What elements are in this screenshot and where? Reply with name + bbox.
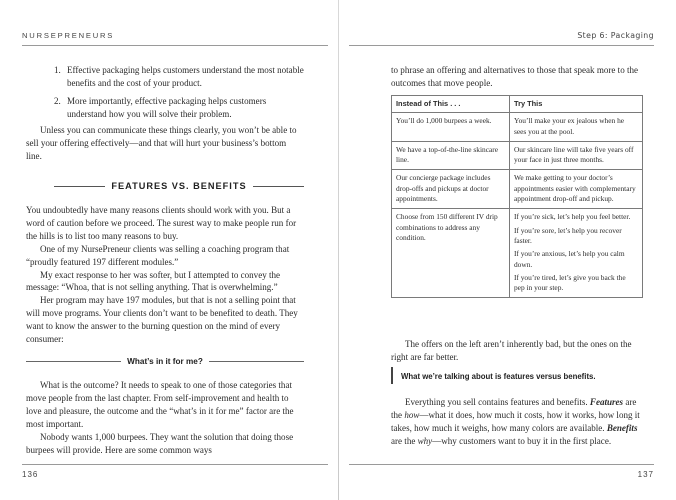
right-offers — [391, 338, 647, 364]
table-header-row — [392, 96, 643, 113]
cell-line: If you’re sore, let’s help you recover faster. — [513, 225, 622, 245]
running-head-left: NURSEPRENEURS — [22, 31, 115, 40]
running-head-right: Step 6: Packaging — [577, 31, 654, 40]
table-row — [392, 209, 643, 298]
text-run: are the — [391, 397, 637, 420]
emphasis-how: how — [404, 409, 420, 420]
table-cell-try — [509, 209, 642, 298]
table-header-instead: Instead of This . . . — [392, 96, 510, 113]
paragraph-unless: Unless you can communicate these things clearly, you won’t be able to sell your offering effectively—and that will hurt your business’s bottom line. — [26, 125, 297, 161]
callout-bar — [391, 367, 393, 384]
right-page — [339, 0, 676, 500]
text-run: —what it does, how much it costs, how it works, how long it takes, how much it weighs, how many colors are available. — [391, 409, 640, 433]
callout-text: What we’re talking about is features versus benefits. — [401, 372, 596, 381]
table-row — [392, 113, 643, 142]
table-cell-try — [509, 141, 642, 170]
paragraph: You undoubtedly have many reasons clients should work with you. But a word of caution before we proceed. The surest way to make people run for the hills is to list too many reasons to buy. — [26, 205, 297, 241]
table-row — [392, 141, 643, 170]
header-rule-right — [349, 45, 654, 46]
left-text-column — [54, 64, 304, 126]
emphasis-why: why — [417, 435, 433, 446]
subheading — [26, 357, 304, 366]
cell-line: We make getting to your doctor’s appointments easier with complementary appointment drop-off and pickup. — [513, 173, 636, 204]
cell-line: If you’re anxious, let’s help you calm down. — [513, 249, 625, 269]
left-body-end — [26, 379, 304, 456]
paragraph: The offers on the left aren’t inherently bad, but the ones on the right are far better. — [391, 339, 632, 362]
table-cell-try — [509, 113, 642, 142]
cell-line: You’ll make your ex jealous when he sees you at the pool. — [513, 116, 625, 136]
emphasis-benefits: Benefits — [606, 422, 638, 433]
section-heading-wrap — [54, 181, 304, 191]
callout-wrap — [391, 367, 643, 384]
list-text: Effective packaging helps customers understand the most notable benefits and the cost of your product. — [67, 65, 304, 88]
text-run: Everything you sell contains features and benefits. — [405, 397, 590, 407]
left-body-block — [26, 124, 304, 163]
table-header-try: Try This — [509, 96, 642, 113]
right-intro — [391, 64, 647, 90]
subheading-text: What’s in it for me? — [127, 357, 203, 366]
cell-line: If you’re tired, let’s give you back the pep in your step. — [513, 272, 626, 293]
paragraph: My exact response to her was softer, but I attempted to convey the message: “Whoa, that is not selling anything. That is overwhelming.” — [26, 269, 281, 293]
list-item — [54, 64, 304, 90]
text-run: —why customers want to buy it in the first place. — [432, 435, 612, 446]
page-number-right: 137 — [637, 470, 654, 479]
header-rule-left — [22, 45, 328, 46]
cell-line: If you’re sick, let’s help you feel better. — [513, 212, 631, 222]
table-cell-instead: Our concierge package includes drop-offs and pickups at doctor appointments. — [392, 170, 510, 209]
benefit-list — [54, 64, 304, 121]
subheading-rule-right — [209, 361, 304, 362]
table-cell-instead: We have a top-of-the-line skincare line. — [392, 141, 510, 170]
right-final — [391, 396, 647, 448]
paragraph: Her program may have 197 modules, but that is not a selling point that will move programs. Your clients don’t want to be benefited to death. They want to know the answer to the burning question on the mind of every consumer: — [26, 295, 298, 345]
section-heading — [54, 181, 304, 191]
paragraph-features-benefits — [391, 396, 647, 448]
paragraph: One of my NursePreneur clients was selling a coaching program that “proudly featured 197 different modules.” — [26, 243, 290, 267]
list-text: More importantly, effective packaging helps customers understand how you will solve their problem. — [67, 95, 267, 119]
comparison-table-wrap — [391, 95, 643, 298]
table-cell-instead: Choose from 150 different IV drip combinations to address any condition. — [392, 209, 510, 298]
footer-rule-left — [22, 464, 328, 465]
table-row — [392, 170, 643, 209]
list-number: 2. — [54, 95, 61, 106]
callout-box — [391, 367, 643, 384]
paragraph: Nobody wants 1,000 burpees. They want the solution that doing those burpees will provide. Here are some common ways — [26, 431, 294, 455]
section-heading-text: FEATURES VS. BENEFITS — [111, 181, 247, 191]
subheading-rule-left — [26, 361, 121, 362]
footer-rule-right — [349, 464, 654, 465]
list-number: 1. — [54, 65, 61, 75]
list-item — [54, 95, 304, 121]
paragraph: to phrase an offering and alternatives to those that speak more to the outcomes that move people. — [391, 65, 639, 88]
paragraph: What is the outcome? It needs to speak to one of those categories that move people from the last chapter. From self-improvement and health to love and pleasure, the outcome and the “what’s in it for me” factor are the most important. — [26, 380, 294, 429]
emphasis-features: Features — [589, 397, 624, 407]
comparison-table — [391, 95, 643, 298]
heading-rule-right — [253, 186, 304, 187]
text-run: are the — [391, 435, 418, 446]
page-number-left: 136 — [22, 470, 39, 479]
subheading-wrap — [26, 357, 304, 366]
left-body-main — [26, 204, 304, 346]
heading-rule-left — [54, 186, 105, 187]
table-cell-instead: You’ll do 1,000 burpees a week. — [392, 113, 510, 142]
cell-line: Our skincare line will take five years off your face in just three months. — [513, 144, 634, 165]
table-cell-try — [509, 170, 642, 209]
